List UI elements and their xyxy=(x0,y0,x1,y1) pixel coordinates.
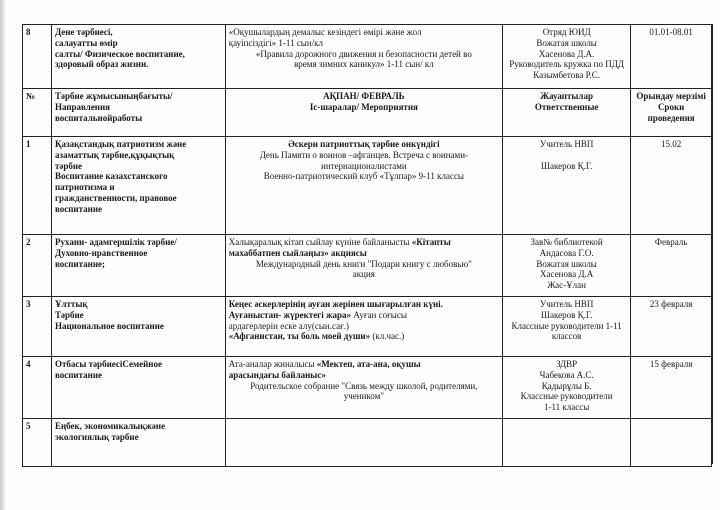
direction-line: Дене тәрбиесі, xyxy=(54,27,113,37)
event-text: Ата-аналар жиналысы xyxy=(228,359,317,369)
responsible-line: Хасенова Д.А. xyxy=(538,48,595,59)
row-number: 2 xyxy=(23,235,52,297)
responsible-cell xyxy=(503,419,631,467)
header-line: Жауаптылар xyxy=(540,91,593,101)
direction-line: Тәрбие xyxy=(54,309,84,320)
event-line: День Памяти о воинов –афганцев. Встреча с воинами- xyxy=(259,149,469,160)
direction-line: Ұлттық xyxy=(54,299,88,309)
event-text: Халықаралық кітап сыйлау күніне байланысты xyxy=(228,237,412,247)
row-number: 1 xyxy=(23,137,52,235)
responsible-cell xyxy=(503,297,631,357)
date-cell: 15.02 xyxy=(631,137,712,235)
responsible-line: классов xyxy=(551,331,582,342)
table-row-8 xyxy=(23,25,712,89)
event-line xyxy=(229,237,499,248)
direction-line: Воспитание казахстанского xyxy=(54,171,168,182)
direction-line: Рухани- адамгершілік тәрбие/ xyxy=(54,237,177,247)
responsible-line xyxy=(506,150,627,161)
table-row-2 xyxy=(23,235,712,297)
direction-line: воспитание; xyxy=(54,258,106,269)
direction-line: Отбасы тәрбиесіСемейное xyxy=(54,359,162,369)
direction-cell xyxy=(51,297,225,357)
event-line xyxy=(229,310,499,321)
responsible-line: Зав№ библиотекой xyxy=(530,237,603,247)
direction-cell xyxy=(51,25,225,89)
direction-line: салты/ Физическое воспитание, xyxy=(54,48,185,59)
event-title: Әскери патриоттық тәрбие онкүндігі xyxy=(288,139,440,149)
responsible-line: Учитель НВП xyxy=(539,139,594,149)
header-line: Ответственные xyxy=(534,101,599,112)
responsible-cell xyxy=(503,25,631,89)
responsible-line: Классные руководители xyxy=(520,391,613,402)
extra-column-edge xyxy=(712,24,720,464)
direction-line: гражданственности, правовое xyxy=(54,192,177,203)
direction-line: тәрбие xyxy=(54,160,83,171)
event-title: «Кітапты xyxy=(411,237,451,247)
event-line: «Правила дорожного движения и безопасности детей во xyxy=(255,48,472,59)
responsible-line: ЗДВР xyxy=(556,359,578,369)
events-cell xyxy=(225,297,502,357)
table-row-1 xyxy=(23,137,712,235)
event-title: Ауғаныстан- жүректегі жара» xyxy=(228,309,352,320)
direction-line: патриотизма и xyxy=(54,182,115,193)
event-line: Родительское собрание "Связь между школой, родителями, xyxy=(250,380,478,391)
date-cell: 01.01-08.01 xyxy=(631,25,712,89)
table-header-row xyxy=(23,89,712,137)
header-line: Направления xyxy=(54,101,111,112)
events-cell xyxy=(225,235,502,297)
event-line: учеником" xyxy=(343,391,385,402)
direction-line: Духовно-нравственное xyxy=(54,247,148,258)
row-number: 5 xyxy=(23,419,52,467)
header-line: Іс-шаралар/ Мероприятия xyxy=(309,101,418,112)
header-line: Тәрбие жұмысыныңбағыты/ xyxy=(54,91,173,101)
event-line: время зимних каникул» 1-11 сын/ кл xyxy=(294,59,434,70)
responsible-line: Хасенова Д.А xyxy=(540,269,594,280)
date-cell: Февраль xyxy=(631,235,712,297)
event-line xyxy=(229,359,499,370)
event-title: арасындағы байланыс» xyxy=(228,369,326,380)
event-title: «Афганистан, ты боль моей души» xyxy=(228,331,371,342)
direction-line: экологиялық тәрбие xyxy=(54,431,139,442)
row-number: 8 xyxy=(23,25,52,89)
responsible-cell xyxy=(503,235,631,297)
direction-cell xyxy=(51,357,225,419)
header-line: Сроки проведения xyxy=(647,101,695,123)
direction-cell xyxy=(51,235,225,297)
direction-cell xyxy=(51,137,225,235)
events-cell xyxy=(225,25,502,89)
event-text: (кл.час.) xyxy=(370,331,405,342)
education-plan-table xyxy=(22,24,712,467)
responsible-cell xyxy=(503,357,631,419)
header-date xyxy=(631,89,712,137)
event-text: Ауған соғысы xyxy=(351,309,407,320)
event-line: «Оқушылардың демалыс кезіндегі өмірі және жол xyxy=(228,27,422,37)
direction-line: Еңбек, экономикалықжәне xyxy=(54,421,166,431)
date-cell xyxy=(631,419,712,467)
event-line: қауіпсіздігі» 1-11 сын/кл xyxy=(228,37,324,48)
direction-line: Национальное воспитание xyxy=(54,320,164,331)
responsible-line: Жас-Ұлан xyxy=(547,280,586,291)
responsible-line: 1-11 классы xyxy=(543,402,590,413)
responsible-line: Шакеров Қ.Г. xyxy=(540,309,593,320)
header-events xyxy=(225,89,502,137)
header-line: АҚПАН/ ФЕВРАЛЬ xyxy=(323,91,405,101)
responsible-line: Руководитель кружка по ПДД xyxy=(509,59,624,70)
event-line: ардагерлерін еске алу(сын.сағ.) xyxy=(228,320,350,331)
responsible-line: Классные руководители 1-11 xyxy=(511,320,622,331)
direction-line: Қазақстандық патриотизм және xyxy=(54,139,187,149)
event-line: Международный день книги "Подари книгу с любовью" xyxy=(255,258,472,269)
responsible-line: Андасова Г.О. xyxy=(539,247,594,258)
row-number: 3 xyxy=(23,297,52,357)
event-line: интернационалистами xyxy=(321,160,407,171)
event-title: Кеңес әскерлерінің ауған жерінен шығарылған күні. xyxy=(228,299,443,309)
page-edge-shadow xyxy=(0,0,6,510)
direction-line: воспитание xyxy=(54,369,103,380)
responsible-line: Вожатая школы xyxy=(536,37,597,48)
events-cell xyxy=(225,357,502,419)
event-line: акция xyxy=(352,269,375,280)
row-number: 4 xyxy=(23,357,52,419)
events-cell xyxy=(225,419,502,467)
responsible-line: Қадырұлы Б. xyxy=(541,380,592,391)
direction-line: азаматтық тәрбие,құқықтық xyxy=(54,149,175,160)
responsible-cell xyxy=(503,137,631,235)
responsible-line: Вожатая школы xyxy=(536,258,597,269)
direction-line: воспитание xyxy=(54,203,103,214)
direction-line: здоровый образ жизни. xyxy=(54,59,149,70)
responsible-line: Казымбетова Р.С. xyxy=(533,70,600,81)
table-row-4 xyxy=(23,357,712,419)
event-title: махаббатпен сыйлаңыз» акциясы xyxy=(228,247,367,258)
responsible-line: Чабекова А.С. xyxy=(539,369,594,380)
header-number: № xyxy=(23,89,52,137)
direction-line: салауатты өмір xyxy=(54,37,118,48)
table-row-3 xyxy=(23,297,712,357)
header-line: Орындау мерзімі xyxy=(636,91,706,101)
responsible-line: Отряд ЮИД xyxy=(542,27,591,37)
header-line: воспитальнойработы xyxy=(54,112,143,123)
header-responsible xyxy=(503,89,631,137)
event-title: «Мектеп, ата-ана, оқушы xyxy=(316,359,421,369)
date-cell: 23 февраля xyxy=(631,297,712,357)
event-line: Военно-патриотический клуб «Тұлпар» 9-11 классы xyxy=(263,171,464,182)
responsible-line: Учитель НВП xyxy=(539,299,594,309)
events-cell xyxy=(225,137,502,235)
date-cell: 15 февраля xyxy=(631,357,712,419)
header-direction xyxy=(51,89,225,137)
event-line xyxy=(229,331,499,342)
table-row-5 xyxy=(23,419,712,467)
responsible-line: Шакеров Қ.Г. xyxy=(540,160,593,171)
direction-cell xyxy=(51,419,225,467)
